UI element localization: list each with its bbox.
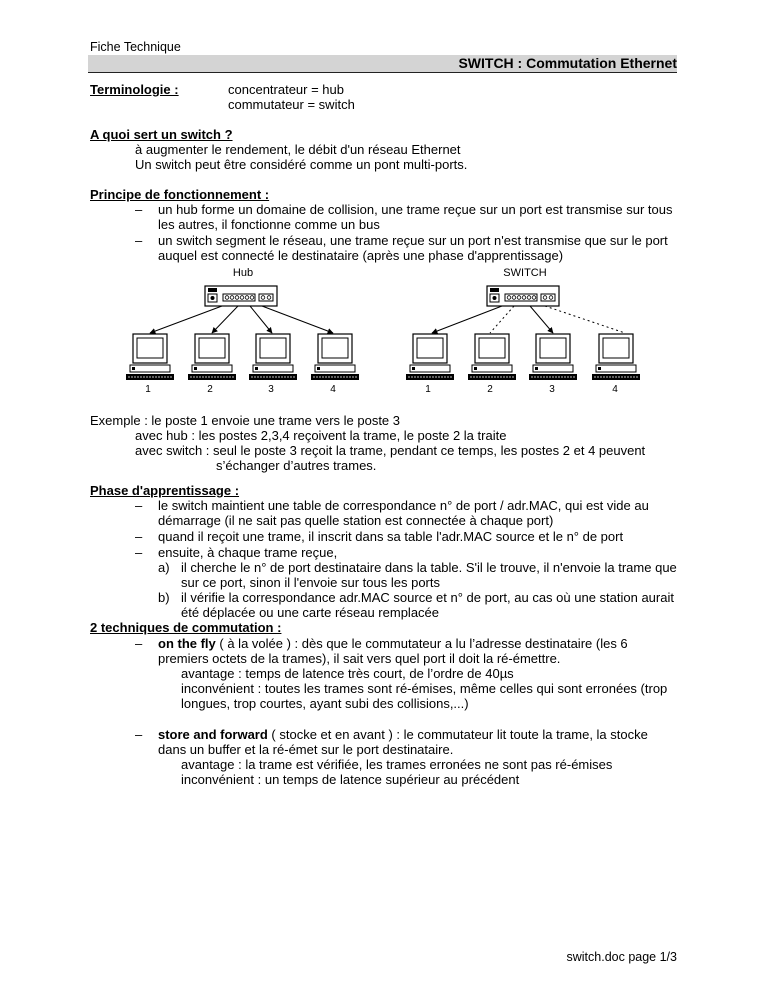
technique-sf-desc: ( stocke et en avant ) : le commutateur lit toute la trame, la stocke: [267, 727, 648, 742]
terminology-line: commutateur = switch: [228, 97, 355, 112]
example-line: avec switch : seul le poste 3 reçoit la trame, pendant ce temps, les postes 2 et 4 peuvent: [135, 443, 646, 458]
computer-icon: [529, 334, 577, 380]
switch-link-3: [530, 306, 553, 333]
technique-fly-line: inconvénient : toutes les trames sont ré-émises, même celles qui sont erronées (trop: [181, 681, 668, 696]
learning-sub-item-cont: sur ce port, sinon il l'envoie sur tous les ports: [181, 575, 440, 590]
example-line: s’échanger d’autres trames.: [216, 458, 377, 473]
technique-fly: [158, 636, 628, 651]
principle-bullet: – un hub forme un domaine de collision, une trame reçue sur un port est transmise sur tous: [158, 202, 673, 217]
principle-bullet: – un switch segment le réseau, une trame reçue sur un port n'est transmise que sur le port: [158, 233, 668, 248]
principle-bullet-cont: auquel est connecté le destinataire (après une phase d'apprentissage): [158, 248, 564, 263]
station-number: 2: [207, 384, 213, 395]
technique-fly-line: longues, trop courtes, ayant subi des collisions,...): [181, 696, 469, 711]
switch-link-4: [545, 306, 625, 333]
station-number: 1: [145, 384, 151, 395]
technique-fly-name: on the fly: [158, 636, 216, 651]
station-number: 4: [612, 384, 618, 395]
terminology-line: concentrateur = hub: [228, 82, 344, 97]
technique-fly-desc: ( à la volée ) : dès que le commutateur a lu l’adresse destinataire (les 6: [215, 636, 628, 651]
computer-icon: [188, 334, 236, 380]
page-title: SWITCH : Commutation Ethernet: [458, 55, 677, 71]
learning-bullet: – le switch maintient une table de correspondance n° de port / adr.MAC, qui est vide au: [158, 498, 649, 513]
hub-switch-diagram: [0, 0, 768, 400]
purpose-line: à augmenter le rendement, le débit d'un réseau Ethernet: [135, 142, 461, 157]
computer-icon: [468, 334, 516, 380]
learning-sub-marker: a): [158, 560, 170, 575]
technique-sf: [158, 727, 648, 742]
switch-link-2: [490, 306, 514, 333]
computer-icon: [126, 334, 174, 380]
example-line: Exemple : le poste 1 envoie une trame vers le poste 3: [90, 413, 401, 428]
techniques-heading: 2 techniques de commutation :: [90, 620, 282, 635]
technique-fly-line: premiers octets de la trames), il sait vers quel port il doit la ré-émettre.: [158, 651, 561, 666]
learning-heading: Phase d'apprentissage :: [90, 483, 240, 498]
principle-heading: Principe de fonctionnement :: [90, 187, 270, 202]
hub-link-2: [212, 306, 238, 333]
hub-link-3: [250, 306, 272, 333]
purpose-line: Un switch peut être considéré comme un pont multi-ports.: [135, 157, 468, 172]
page-footer: switch.doc page 1/3: [566, 950, 677, 964]
switch-label: SWITCH: [503, 267, 547, 279]
computer-icon: [592, 334, 640, 380]
technique-fly-line: avantage : temps de latence très court, de l’ordre de 40µs: [181, 666, 514, 681]
station-number: 3: [268, 384, 274, 395]
station-number: 1: [425, 384, 431, 395]
station-number: 2: [487, 384, 493, 395]
learning-sub-item-cont: été déplacée ou une carte réseau remplacée: [181, 605, 440, 620]
technique-sf-line: inconvénient : un temps de latence supérieur au précédent: [181, 772, 520, 787]
learning-sub-marker: b): [158, 590, 170, 605]
hub-device: [205, 286, 277, 306]
learning-bullet: – quand il reçoit une trame, il inscrit dans sa table l'adr.MAC source et le n° de port: [158, 529, 623, 544]
computer-icon: [406, 334, 454, 380]
hub-link-4: [262, 306, 333, 333]
purpose-heading: A quoi sert un switch ?: [90, 127, 233, 142]
terminology-label: Terminologie :: [90, 82, 179, 97]
hub-label: Hub: [232, 267, 254, 279]
technique-sf-line: avantage : la trame est vérifiée, les trames erronées ne sont pas ré-émises: [181, 757, 613, 772]
computer-icon: [311, 334, 359, 380]
learning-sub-item: il vérifie la correspondance adr.MAC source et n° de port, au cas où une station aurait: [181, 590, 674, 605]
example-line: avec hub : les postes 2,3,4 reçoivent la trame, le poste 2 la traite: [135, 428, 507, 443]
station-number: 4: [330, 384, 336, 395]
computer-icon: [249, 334, 297, 380]
technique-sf-line: dans un buffer et la ré-émet sur le port destinataire.: [158, 742, 454, 757]
switch-link-1: [432, 306, 502, 333]
switch-device: [487, 286, 559, 306]
technique-sf-name: store and forward: [158, 727, 268, 742]
learning-bullet-cont: démarrage (il ne sait pas quelle station est connectée à chaque port): [158, 513, 554, 528]
doc-type-label: Fiche Technique: [90, 40, 181, 54]
principle-bullet-cont: les autres, il fonctionne comme un bus: [158, 217, 380, 232]
learning-bullet: – ensuite, à chaque trame reçue,: [158, 545, 337, 560]
hub-link-1: [150, 306, 222, 333]
station-number: 3: [549, 384, 555, 395]
learning-sub-item: il cherche le n° de port destinataire dans la table. S'il le trouve, il n'envoie la trame que: [181, 560, 677, 575]
